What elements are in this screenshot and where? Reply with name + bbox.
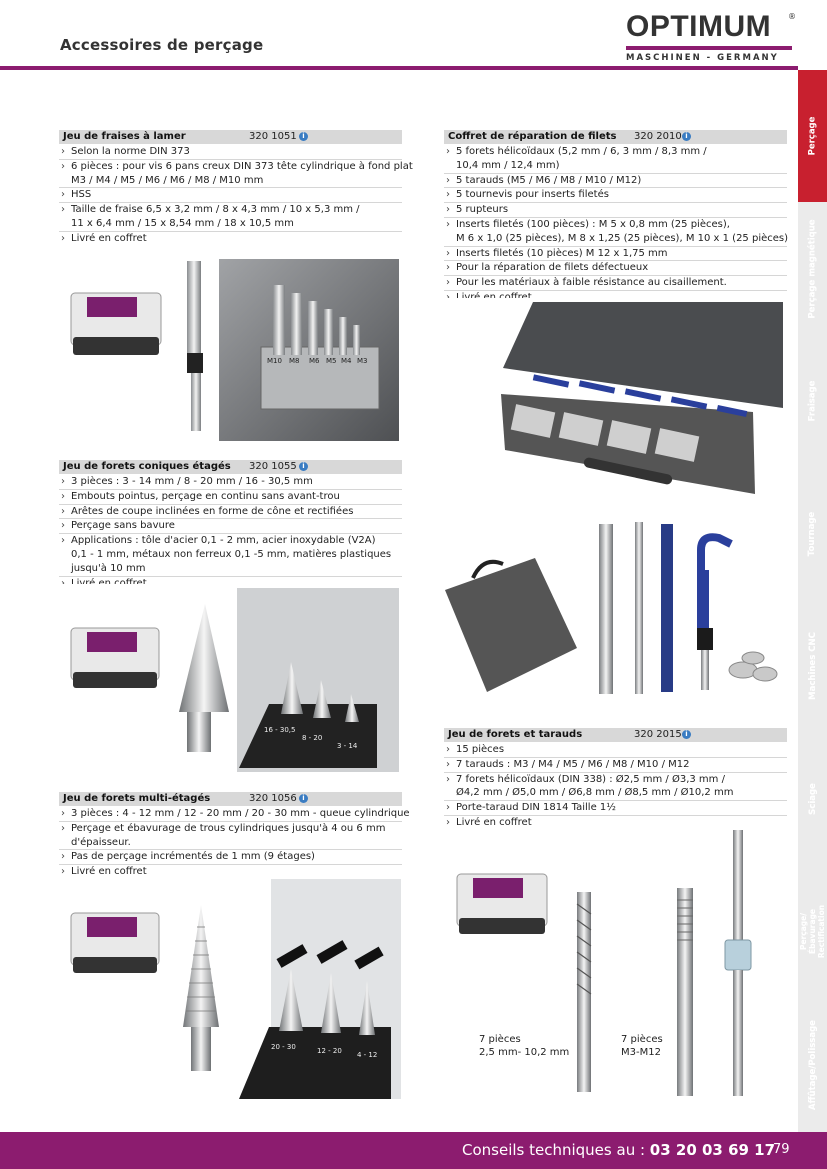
side-tab-label: Affûtage/Polissage [807,1019,818,1110]
caption-drills-line2: 2,5 mm- 10,2 mm [479,1047,570,1058]
bullet-item: › Livré en coffret [59,865,402,879]
bullet-item: › Inserts filetés (10 pièces) M 12 x 1,75 mm [444,247,787,262]
bullet-item: › Selon la norme DIN 373 [59,145,402,160]
size-label: M8 [289,357,300,365]
side-tab-label: Fraisage [807,380,818,422]
info-badge-icon[interactable]: i [299,462,308,471]
product-bullets-thread-repair [444,145,787,305]
size-label: 12 - 20 [317,1047,342,1055]
thread-repair-kit-illustration [443,298,785,708]
product-image-drills-taps [443,830,785,1102]
size-label: 16 - 30,5 [264,726,296,734]
side-tab-label: Machines CNC [807,632,818,700]
side-tab-sciage[interactable] [798,732,827,866]
product-header-countersink [59,130,402,144]
product-name: Jeu de forets coniques étagés [63,461,231,472]
side-tab-ebavurage[interactable] [798,865,827,998]
page-number: 79 [773,1142,790,1157]
multi-step-drill-set-illustration [59,877,401,1101]
page-title: Accessoires de perçage [60,36,264,54]
header-rule [0,66,798,70]
footer-bar [0,1132,827,1169]
info-badge-icon[interactable]: i [682,132,691,141]
product-header-cone-drills [59,460,402,474]
bullet-item: › 5 tarauds (M5 / M6 / M8 / M10 / M12) [444,174,787,189]
product-code: 320 1051 [249,131,297,142]
side-tab-affutage[interactable] [798,997,827,1133]
bullet-item: › Inserts filetés (100 pièces) : M 5 x 0,8 mm (25 pièces), M 6 x 1,0 (25 pièces), M 8 x 1,25 (25 pièces), M 10 x 1 (25 pièces) [444,218,787,247]
product-image-multi-step [59,877,401,1101]
product-image-countersink [59,255,401,441]
size-label: M4 [341,357,352,365]
side-tab-bar [798,70,827,1132]
bullet-item: › 3 pièces : 3 - 14 mm / 8 - 20 mm / 16 - 30,5 mm [59,475,402,490]
logo-bar [626,46,792,50]
product-bullets-drills-taps [444,743,787,830]
product-bullets-countersink [59,145,413,246]
product-code: 320 1056 [249,793,297,804]
side-tab-percage[interactable] [798,70,827,203]
product-code: 320 2010 [634,131,682,142]
bullet-item: › 15 pièces [444,743,787,758]
side-tab-percage-magnetique[interactable] [798,202,827,336]
bullet-item: › Pour les matériaux à faible résistance au cisaillement. [444,276,787,291]
product-code: 320 1055 [249,461,297,472]
side-tab-tournage[interactable] [798,467,827,601]
size-label: M5 [326,357,337,365]
side-tab-machines-cnc[interactable] [798,600,827,733]
product-code: 320 2015 [634,729,682,740]
bullet-item: › 6 pièces : pour vis 6 pans creux DIN 373 tête cylindrique à fond plat M3 / M4 / M5 / M6 / M6 / M8 / M10 mm [59,160,402,189]
bullet-item: › Embouts pointus, perçage en continu sans avant-trou [59,490,402,505]
size-label: 20 - 30 [271,1043,296,1051]
size-label: 8 - 20 [302,734,323,742]
size-label: 4 - 12 [357,1051,378,1059]
bullet-item: › 7 forets hélicoïdaux (DIN 338) : Ø2,5 mm / Ø3,3 mm / Ø4,2 mm / Ø5,0 mm / Ø6,8 mm / Ø8,5 mm / Ø10,2 mm [444,773,787,802]
caption-taps-line1: 7 pièces [621,1034,663,1045]
footer-phone[interactable]: 03 20 03 69 17 [649,1141,776,1159]
info-badge-icon[interactable]: i [299,132,308,141]
product-name: Jeu de fraises à lamer [63,131,186,142]
side-tab-label: Perçage magnétique [807,218,818,319]
product-bullets-multi-step [59,807,410,879]
bullet-item: › 3 pièces : 4 - 12 mm / 12 - 20 mm / 20 - 30 mm - queue cylindrique [59,807,402,822]
bullet-item: › Taille de fraise 6,5 x 3,2 mm / 8 x 4,3 mm / 10 x 5,3 mm / 11 x 6,4 mm / 15 x 8,54 mm / 18 x 10,5 mm [59,203,402,232]
bullet-item: › Livré en coffret [444,816,787,830]
cone-drill-set-illustration [59,584,401,772]
caption-taps-line2: M3-M12 [621,1047,661,1058]
bullet-item: › Porte-taraud DIN 1814 Taille 1½ [444,801,787,816]
bullet-item: › Livré en coffret [59,232,402,246]
side-tab-label: Perçage/Ébavurage Rectification [799,904,826,958]
optimum-logo [600,8,805,64]
product-bullets-cone-drills [59,475,402,590]
product-name: Coffret de réparation de filets [448,131,617,142]
product-image-thread-repair [443,298,785,708]
size-label: M10 [267,357,282,365]
countersink-set-illustration [59,255,401,441]
bullet-item: › Perçage sans bavure [59,519,402,534]
bullet-item: › Applications : tôle d'acier 0,1 - 2 mm, acier inoxydable (V2A) 0,1 - 1 mm, métaux non ferreux 0,1 -5 mm, matières plastiques jusqu'à 10 mm [59,534,402,576]
size-label: M3 [357,357,368,365]
bullet-item: › HSS [59,188,402,203]
bullet-item: › 5 forets hélicoïdaux (5,2 mm / 6, 3 mm / 8,3 mm / 10,4 mm / 12,4 mm) [444,145,787,174]
drills-taps-set-illustration [443,830,785,1102]
product-name: Jeu de forets et tarauds [448,729,583,740]
side-tab-fraisage[interactable] [798,335,827,468]
product-header-multi-step [59,792,402,806]
size-label: 3 - 14 [337,742,358,750]
bullet-item: › 5 rupteurs [444,203,787,218]
product-header-drills-taps [444,728,787,742]
bullet-item: › Perçage et ébavurage de trous cylindriques jusqu'à 4 ou 6 mm d'épaisseur. [59,822,402,851]
side-tab-label: Perçage [807,116,818,156]
size-label: M6 [309,357,320,365]
logo-word: OPTIMUM [626,10,772,43]
caption-drills-line1: 7 pièces [479,1034,521,1045]
logo-subtitle: MASCHINEN - GERMANY [626,53,779,63]
info-badge-icon[interactable]: i [299,794,308,803]
bullet-item: › 7 tarauds : M3 / M4 / M5 / M6 / M8 / M10 / M12 [444,758,787,773]
bullet-item: › Pas de perçage incrémentés de 1 mm (9 étages) [59,850,402,865]
footer-contact [462,1141,775,1159]
product-image-cone-drills [59,584,401,772]
logo-registered-mark: ® [788,12,796,21]
bullet-item: › 5 tournevis pour inserts filetés [444,188,787,203]
info-badge-icon[interactable]: i [682,730,691,739]
bullet-item: › Arêtes de coupe inclinées en forme de cône et rectifiées [59,505,402,520]
footer-prefix: Conseils techniques au : [462,1141,650,1159]
bullet-item: › Pour la réparation de filets défectueux [444,261,787,276]
product-name: Jeu de forets multi-étagés [63,793,211,804]
product-header-thread-repair [444,130,787,144]
side-tab-label: Sciage [807,782,818,815]
side-tab-label: Tournage [807,511,818,556]
